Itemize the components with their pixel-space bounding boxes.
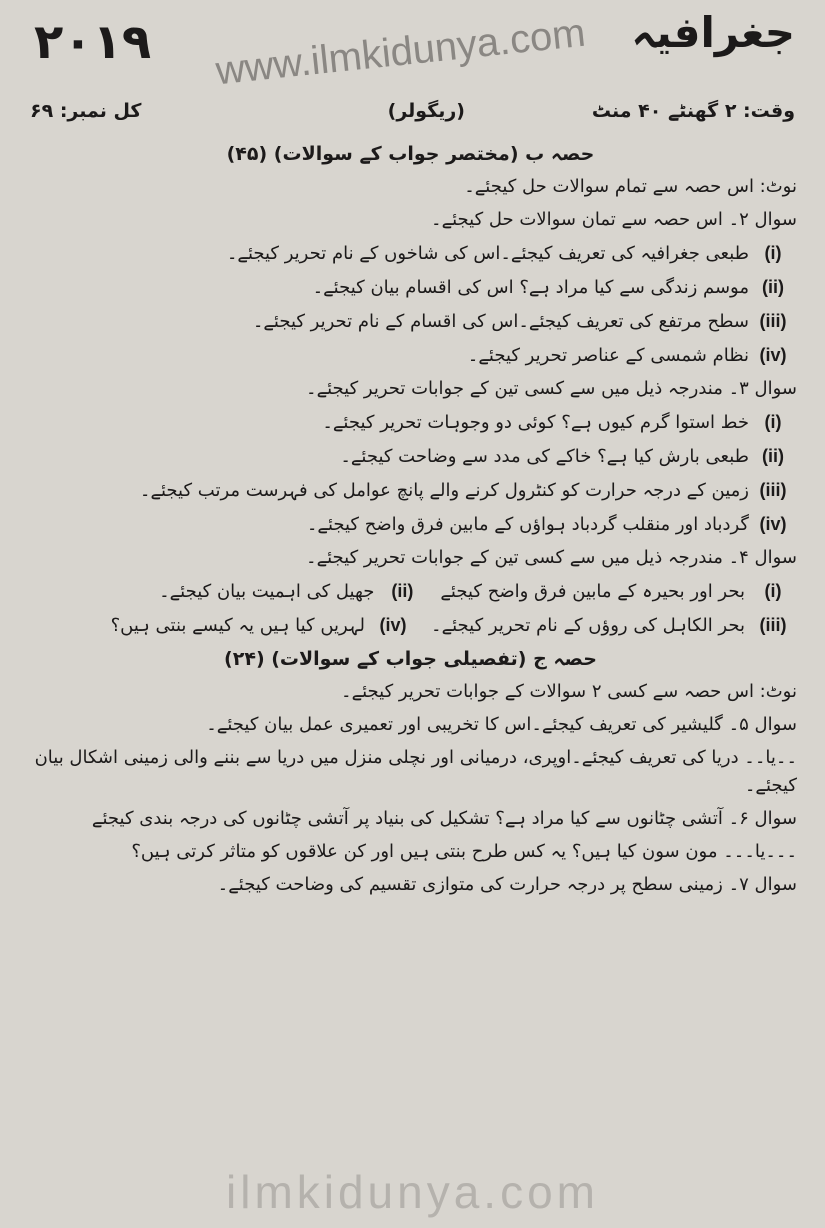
question-line: سوال ۵۔ گلیشیر کی تعریف کیجئے۔اس کا تخریبی اور تعمیری عمل بیان کیجئے۔	[206, 714, 797, 735]
q2-item	[24, 307, 797, 336]
item-number: (ii)	[762, 446, 784, 466]
q3-item	[24, 476, 797, 505]
section-b-title: حصہ ب (مختصر جواب کے سوالات) (۴۵)	[226, 143, 595, 165]
section-b-note: نوٹ: اس حصہ سے تمام سوالات حل کیجئے۔	[464, 176, 797, 197]
item-text: خط استوا گرم کیوں ہے؟ کوئی دو وجوہات تحریر کیجئے۔	[322, 412, 749, 433]
item-number: (i)	[764, 243, 782, 263]
q2-item	[24, 341, 797, 370]
exam-year: ۲۰۱۹	[34, 14, 152, 70]
item-number: (iv)	[759, 345, 787, 365]
q4-item	[111, 611, 417, 640]
q2-title: سوال ۲۔ اس حصہ سے تمان سوالات حل کیجئے۔	[431, 209, 797, 230]
item-number: (i)	[764, 412, 782, 432]
item-text: گردباد اور منقلب گردباد ہواؤں کے مابین فرق واضح کیجئے۔	[306, 514, 749, 535]
item-number: (i)	[764, 581, 782, 601]
item-text: بحر الکاہل کی روؤں کے نام تحریر کیجئے۔	[431, 615, 745, 636]
question-line: ۔۔۔یا۔۔۔ مون سون کیا ہیں؟ یہ کس طرح بنتی ہیں اور کن علاقوں کو متاثر کرتی ہیں؟	[131, 841, 797, 862]
q4-item	[440, 577, 797, 606]
item-text: جھیل کی اہمیت بیان کیجئے۔	[159, 581, 375, 602]
q4-row	[24, 611, 797, 640]
item-number: (iv)	[759, 514, 787, 534]
q3-item	[24, 408, 797, 437]
q2-item	[24, 273, 797, 302]
item-text: طبعی بارش کیا ہے؟ خاکے کی مدد سے وضاحت کیجئے۔	[340, 446, 749, 467]
item-number: (iii)	[759, 615, 787, 635]
item-number: (iv)	[379, 615, 407, 635]
item-text: سطح مرتفع کی تعریف کیجئے۔اس کی اقسام کے نام تحریر کیجئے۔	[252, 311, 749, 332]
time-allowed: وقت: ۲ گھنٹے ۴۰ منٹ	[591, 100, 795, 122]
section-c-note: نوٹ: اس حصہ سے کسی ۲ سوالات کے جوابات تحریر کیجئے۔	[341, 681, 797, 702]
exam-info-row	[30, 100, 795, 134]
total-marks: کل نمبر: ۶۹	[30, 100, 142, 122]
section-c-title: حصہ ج (تفصیلی جواب کے سوالات) (۲۴)	[224, 648, 597, 670]
q3-title: سوال ۳۔ مندرجہ ذیل میں سے کسی تین کے جوابات تحریر کیجئے۔	[306, 378, 797, 399]
q3-item	[24, 442, 797, 471]
item-text: طبعی جغرافیہ کی تعریف کیجئے۔اس کی شاخوں کے نام تحریر کیجئے۔	[226, 243, 749, 264]
item-text: نظام شمسی کے عناصر تحریر کیجئے۔	[467, 345, 749, 366]
item-text: زمین کے درجہ حرارت کو کنٹرول کرنے والے پانچ عوامل کی فہرست مرتب کیجئے۔	[139, 480, 749, 501]
subject-title: جغرافیہ	[631, 8, 795, 57]
q3-item	[24, 510, 797, 539]
item-text: لہریں کیا ہیں یہ کیسے بنتی ہیں؟	[110, 615, 366, 636]
q4-row	[24, 577, 797, 606]
item-number: (iii)	[759, 480, 787, 500]
item-number: (iii)	[759, 311, 787, 331]
exam-type: (ریگولر)	[387, 100, 465, 122]
item-text: بحر اور بحیرہ کے مابین فرق واضح کیجئے	[440, 581, 745, 602]
q4-item	[159, 577, 426, 606]
item-text: موسم زندگی سے کیا مراد ہے؟ اس کی اقسام بیان کیجئے۔	[312, 277, 749, 298]
q2-item	[24, 239, 797, 268]
question-line: سوال ۷۔ زمینی سطح پر درجہ حرارت کی متوازی تقسیم کی وضاحت کیجئے۔	[217, 874, 797, 895]
watermark-diagonal: www.ilmkidunya.com	[213, 10, 588, 94]
item-number: (ii)	[391, 581, 414, 601]
item-number: (ii)	[762, 277, 784, 297]
question-line: ۔۔یا۔۔ دریا کی تعریف کیجئے۔اوپری، درمیانی اور نچلی منزل میں دریا سے بننے والی زمینی اشکال بیان کیجئے۔	[34, 747, 797, 796]
watermark-background: ilmkidunya.com	[226, 1166, 599, 1218]
exam-content	[24, 140, 797, 904]
q4-title: سوال ۴۔ مندرجہ ذیل میں سے کسی تین کے جوابات تحریر کیجئے۔	[306, 547, 797, 568]
question-line: سوال ۶۔ آتشی چٹانوں سے کیا مراد ہے؟ تشکیل کی بنیاد پر آتشی چٹانوں کی درجہ بندی کیجئے	[91, 808, 797, 829]
q4-item	[431, 611, 797, 640]
